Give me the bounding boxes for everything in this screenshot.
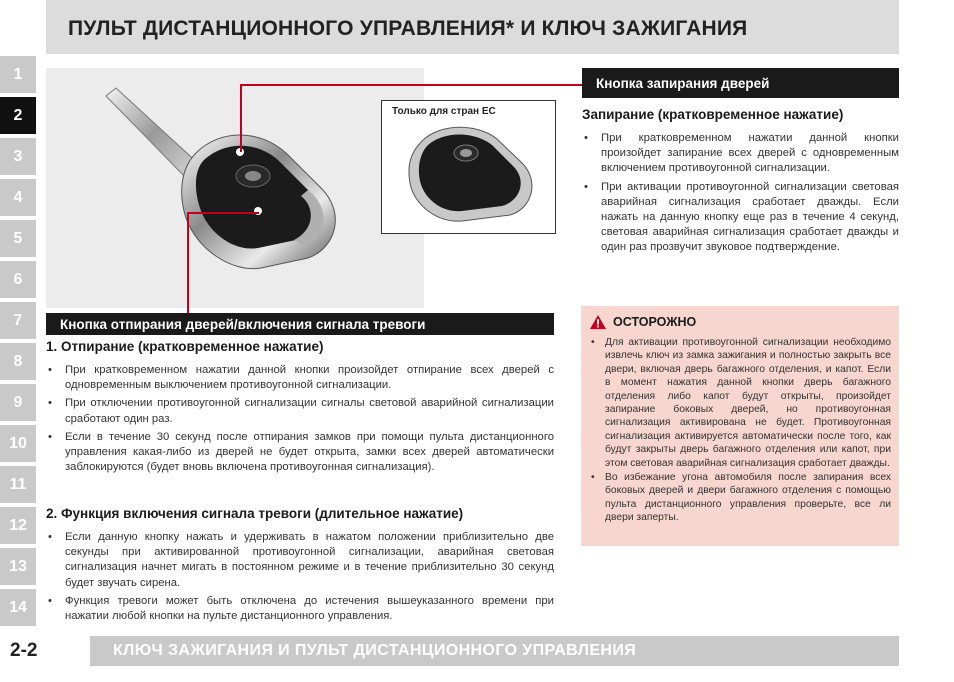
alarm-subhead: 2. Функция включения сигнала тревоги (длительное нажатие): [46, 506, 464, 521]
unlock-button-bar: [46, 313, 554, 335]
chapter-tab-14[interactable]: 14: [0, 589, 36, 626]
lock-button-title: Кнопка запирания дверей: [596, 75, 770, 91]
chapter-tab-5[interactable]: 5: [0, 220, 36, 257]
list-item: • При отключении противоугонной сигнализации сигналы световой аварийной сигнализации сработают один раз.: [46, 396, 554, 426]
list-item: • Если в течение 30 секунд после отпирания замков при помощи пульта дистанционного управления какая-либо из дверей не будет открыта, замки всех дверей автоматически заблокируются (будет вновь включена противоугонная сигнализация).: [46, 430, 554, 476]
warning-title-text: ОСТОРОЖНО: [613, 315, 697, 329]
list-item: • При кратковременном нажатии данной кнопки произойдет запирание всех дверей с одновременным включением противоугонной сигнализации.: [582, 131, 899, 177]
warning-list: [589, 336, 891, 526]
key-photo: [46, 68, 424, 308]
lock-callout-line-vertical: [240, 84, 242, 152]
chapter-tab-11[interactable]: 11: [0, 466, 36, 503]
chapter-tab-12[interactable]: 12: [0, 507, 36, 544]
page-footer: [0, 636, 899, 666]
chapter-tab-13[interactable]: 13: [0, 548, 36, 585]
warning-title: [589, 314, 696, 330]
lock-button-bar: [582, 68, 899, 98]
page-header: [46, 0, 899, 54]
alarm-list: [46, 530, 554, 627]
unlock-callout-line: [187, 212, 259, 214]
warning-box: [581, 306, 899, 546]
inset-label: Только для стран ЕС: [392, 106, 496, 117]
warning-triangle-icon: [589, 314, 607, 330]
chapter-tab-4[interactable]: 4: [0, 179, 36, 216]
unlock-callout-line-vertical: [187, 212, 189, 314]
list-item: • Для активации противоугонной сигнализации необходимо извлечь ключ из замка зажигания и полностью закрыть все двери, включая дверь багажного отделения, и капот. Если в момент нажатия данной кнопки дверь багажного отделения либо капот будут открыты, произойдет запирание боковых дверей, но противоугонная сигнализация активирована не будет. Противоугонная сигнализация активируется автоматически после того, как будут закрыты дверь багажного отделения или капот, при этом световая аварийная сигнализация сработает дважды.: [589, 336, 891, 470]
page-number: 2-2: [0, 636, 90, 666]
chapter-tab-6[interactable]: 6: [0, 261, 36, 298]
footer-title: КЛЮЧ ЗАЖИГАНИЯ И ПУЛЬТ ДИСТАНЦИОННОГО УПРАВЛЕНИЯ: [113, 642, 637, 659]
page-title: ПУЛЬТ ДИСТАНЦИОННОГО УПРАВЛЕНИЯ* И КЛЮЧ ЗАЖИГАНИЯ: [68, 17, 748, 40]
lock-callout-line: [240, 84, 582, 86]
lock-subhead: Запирание (кратковременное нажатие): [582, 107, 844, 122]
unlock-list: [46, 363, 554, 478]
remote-key-icon: [46, 68, 424, 308]
eu-key-icon: [382, 101, 555, 233]
chapter-tab-2[interactable]: 2: [0, 97, 36, 134]
list-item: • При активации противоугонной сигнализации световая аварийная сигнализация сработает дважды. Если нажать на данную кнопку еще раз в течение 4 секунд, световая аварийная сигнализация сработает дважды и один раз прозвучит звуковое подтверждение.: [582, 180, 899, 256]
unlock-button-title: Кнопка отпирания дверей/включения сигнала тревоги: [60, 316, 426, 332]
eu-inset: [381, 100, 556, 234]
chapter-tab-9[interactable]: 9: [0, 384, 36, 421]
lock-list: [582, 131, 899, 259]
chapter-tab-7[interactable]: 7: [0, 302, 36, 339]
list-item: • Функция тревоги может быть отключена до истечения вышеуказанного времени при нажатии любой кнопки на пульте дистанционного управления.: [46, 594, 554, 624]
chapter-tabs: [0, 56, 36, 630]
chapter-tab-10[interactable]: 10: [0, 425, 36, 462]
list-item: • При кратковременном нажатии данной кнопки произойдет отпирание всех дверей с одновременным выключением противоугонной сигнализации.: [46, 363, 554, 393]
unlock-subhead: 1. Отпирание (кратковременное нажатие): [46, 339, 324, 354]
list-item: • Если данную кнопку нажать и удерживать в нажатом положении приблизительно две секунды при активированной противоугонной сигнализации, аварийная световая сигнализация начнет мигать в постоянном режиме и в течение приблизительно 30 секунд будет звучать сирена.: [46, 530, 554, 591]
chapter-tab-8[interactable]: 8: [0, 343, 36, 380]
chapter-tab-3[interactable]: 3: [0, 138, 36, 175]
chapter-tab-1[interactable]: 1: [0, 56, 36, 93]
list-item: • Во избежание угона автомобиля после запирания всех боковых дверей и двери багажного отделения с помощью пульта дистанционного управления проверьте, все ли двери заперты.: [589, 471, 891, 525]
